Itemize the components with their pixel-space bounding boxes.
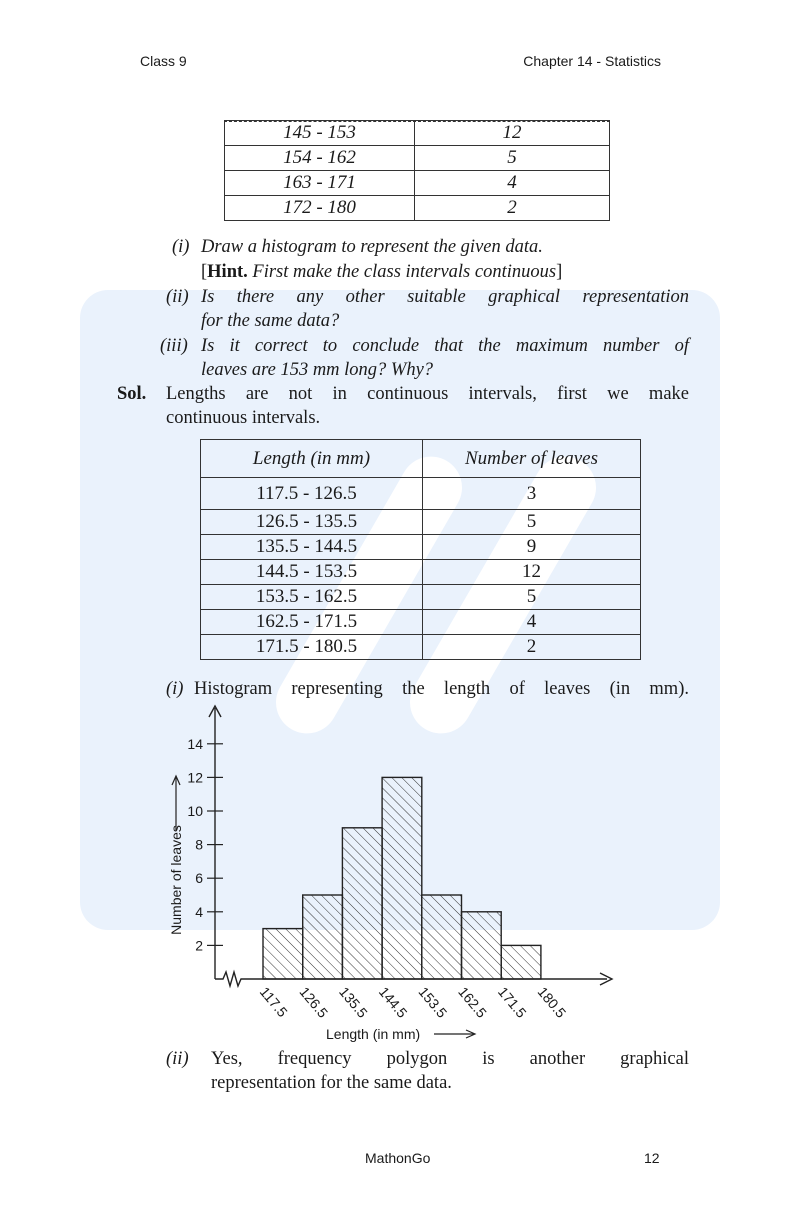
part-ii-numeral: (ii): [166, 1049, 189, 1069]
continuous-intervals-table: [200, 439, 641, 660]
question-3-line1: Is it correct to conclude that the maximum number of: [201, 336, 689, 356]
histogram-chart: [0, 695, 800, 1050]
question-1-text: Draw a histogram to represent the given data.: [201, 237, 543, 257]
header-chapter: Chapter 14 - Statistics: [523, 53, 661, 69]
solution-line2: continuous intervals.: [166, 408, 321, 428]
length-interval-cell: 117.5 - 126.5: [201, 478, 423, 510]
table-row: [201, 610, 641, 635]
table-row: [201, 510, 641, 535]
table-row: [201, 635, 641, 660]
x-tick-label: 144.5: [375, 983, 411, 1021]
leaf-count-cell: 9: [423, 535, 641, 560]
question-2-line1: Is there any other suitable graphical representation: [201, 287, 689, 307]
hint-open-bracket: [: [201, 262, 208, 282]
y-tick-label: 2: [195, 937, 203, 954]
leaf-count-cell: 3: [423, 478, 641, 510]
table-row: [201, 560, 641, 585]
part-i-numeral: (i): [166, 679, 184, 699]
leaf-count-cell: 4: [423, 610, 641, 635]
frequency-cell: 4: [415, 171, 610, 196]
length-interval-cell: 126.5 - 135.5: [201, 510, 423, 535]
length-interval-cell: 171.5 - 180.5: [201, 635, 423, 660]
leaf-count-cell: 12: [423, 560, 641, 585]
histogram-bar: [462, 912, 502, 979]
table-row: [201, 478, 641, 510]
frequency-cell: 2: [415, 196, 610, 221]
histogram-bar: [382, 777, 422, 979]
class-interval-cell: 145 - 153: [225, 121, 415, 146]
part-i-text: Histogram representing the length of leaves (in mm).: [194, 679, 689, 699]
question-2-line2: for the same data?: [201, 311, 340, 331]
question-3-num: (iii): [160, 336, 188, 356]
y-tick-label: 12: [187, 769, 203, 786]
length-interval-cell: 162.5 - 171.5: [201, 610, 423, 635]
length-interval-cell: 135.5 - 144.5: [201, 535, 423, 560]
part-ii-line1: Yes, frequency polygon is another graphical: [211, 1049, 689, 1069]
solution-line1: Lengths are not in continuous intervals, first we make: [166, 384, 689, 404]
x-tick-label: 126.5: [296, 983, 332, 1021]
histogram-bar: [342, 828, 382, 979]
hint-text: First make the class intervals continuous: [252, 262, 557, 282]
leaf-count-cell: 5: [423, 510, 641, 535]
table-row: [201, 585, 641, 610]
question-1-num: (i): [172, 237, 190, 257]
histogram-bar: [263, 929, 303, 979]
header-number-of-leaves: Number of leaves: [423, 440, 641, 478]
table-row: [225, 121, 610, 146]
histogram-bar: [303, 895, 343, 979]
y-tick-label: 14: [187, 735, 203, 752]
part-ii-num: [166, 1047, 189, 1071]
x-axis-label: Length (in mm): [326, 1026, 421, 1042]
question-3-line2: leaves are 153 mm long? Why?: [201, 360, 434, 380]
hint: [201, 260, 689, 284]
class-interval-cell: 172 - 180: [225, 196, 415, 221]
top-data-table: [224, 120, 610, 221]
frequency-cell: 12: [415, 121, 610, 146]
x-tick-label: 171.5: [494, 983, 530, 1021]
x-tick-label: 180.5: [534, 983, 570, 1021]
header-class: Class 9: [140, 53, 187, 69]
x-tick-label: 117.5: [256, 983, 291, 1020]
class-interval-cell: 154 - 162: [225, 146, 415, 171]
question-2-num: (ii): [166, 287, 189, 307]
table-row: [225, 196, 610, 221]
hint-close-bracket: ]: [556, 262, 563, 282]
frequency-cell: 5: [415, 146, 610, 171]
table-row: [201, 535, 641, 560]
leaf-count-cell: 5: [423, 585, 641, 610]
length-interval-cell: 144.5 - 153.5: [201, 560, 423, 585]
part-ii-line2: representation for the same data.: [211, 1073, 452, 1093]
y-tick-label: 10: [187, 803, 203, 819]
x-tick-label: 135.5: [336, 983, 371, 1021]
x-tick-label: 162.5: [455, 983, 490, 1021]
table-header-row: [201, 440, 641, 478]
histogram-bar: [501, 945, 541, 979]
y-tick-label: 8: [195, 836, 203, 853]
y-tick-label: 6: [195, 870, 203, 887]
solution-label: Sol.: [117, 384, 147, 404]
footer-page-number: 12: [644, 1150, 660, 1166]
hint-label: Hint.: [207, 262, 248, 282]
table-row: [225, 146, 610, 171]
header-length: Length (in mm): [201, 440, 423, 478]
histogram-bar: [422, 895, 462, 979]
x-tick-label: 153.5: [415, 983, 451, 1021]
length-interval-cell: 153.5 - 162.5: [201, 585, 423, 610]
y-tick-label: 4: [195, 903, 203, 920]
table-row: [225, 171, 610, 196]
y-axis-label: Number of leaves: [168, 825, 184, 935]
footer-brand: MathonGo: [365, 1150, 431, 1166]
class-interval-cell: 163 - 171: [225, 171, 415, 196]
leaf-count-cell: 2: [423, 635, 641, 660]
